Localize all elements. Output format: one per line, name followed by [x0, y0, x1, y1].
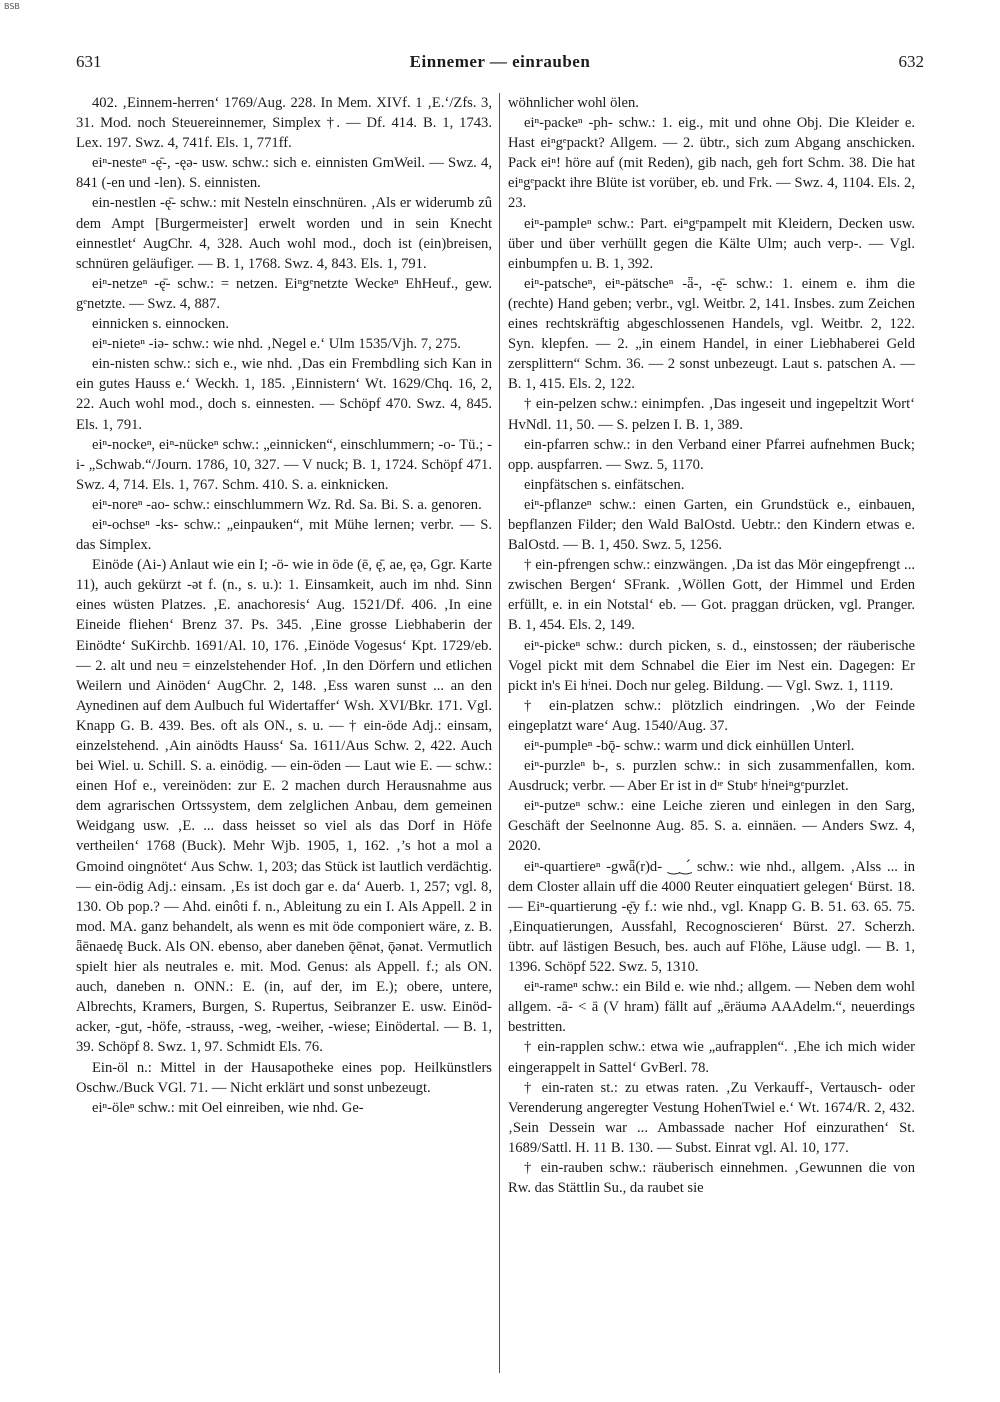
dictionary-entry: eiⁿ-öleⁿ schw.: mit Oel einreiben, wie nhd. Ge- [92, 1099, 364, 1116]
dictionary-entry: † ein-rauben schw.: räuberisch einnehmen. ‚Gewunnen die von Rw. das Stättlin Su., da raubet sie [508, 1159, 915, 1197]
dictionary-entry: eiⁿ-rameⁿ schw.: ein Bild e. wie nhd.; allgem. — Neben dem wohl allgem. -ā- < ā (V hram) fällt auf „ēräumə AAAdelm.“, neuerdings bestritten. [508, 979, 915, 1036]
dictionary-entry: ein-nisten schw.: sich e., wie nhd. ‚Das ein Frembdling sich Kan in ein gutes Hauss e.‘ Weckh. 1, 185. ‚Einnistern‘ Wt. 1629/Chq. 16, 2, 22. Auch wohl mod., doch s. einnesten. — Schöpf 470. Swz. 4, 845. Els. 1, 791. [76, 356, 492, 433]
dictionary-entry: † ein-pfrengen schw.: einzwängen. ‚Da ist das Mör eingepfrengt ... zwischen Bergen‘ SFrank. ‚Wöllen Gott, der Himmel und Erden erfüllt, e. in ein Notstal‘ eb. — Got. praggan drücken, vgl. Pranger. B. 1, 454. Els. 2, 149. [508, 557, 915, 634]
dictionary-entry: 402. ‚Einnem-herren‘ 1769/Aug. 228. In Mem. XIVf. 1 ‚E.‘/Zfs. 3, 31. Mod. noch Steuereinnemer, Simplex †. — Df. 414. B. 1, 1743. Lex. 197. Swz. 4, 741f. Els. 1, 771ff. [76, 95, 492, 152]
page-number-right: 632 [898, 52, 924, 71]
dictionary-entry: einpfätschen s. einfätschen. [524, 476, 685, 493]
dictionary-entry: eiⁿ-pickeⁿ schw.: durch picken, s. d., einstossen; der räuberische Vogel pickt mit dem Schnabel die Eier im Nest ein. Dagegen: Er pickt in's Ei hⁱnei. Doch nur geleg. Bildung. — Vgl. Swz. 1, 1119. [508, 637, 915, 694]
dictionary-entry: eiⁿ-pumpleⁿ -bǭ- schw.: warm und dick einhüllen Unterl. [524, 738, 855, 754]
dictionary-entry: eiⁿ-nieteⁿ -iə- schw.: wie nhd. ‚Negel e.‘ Ulm 1535/Vjh. 7, 275. [92, 336, 461, 353]
dictionary-entry: eiⁿ-pflanzeⁿ schw.: einen Garten, ein Grundstück e., einbauen, bepflanzen Filder; den Wald BalOstd. Uebtr.: den Kindern etwas e. BalOstd. — B. 1, 450. Swz. 5, 1256. [508, 496, 915, 554]
dictionary-entry: eiⁿ-quartiereⁿ -gwǟ(r)d- ‿‿́ schw.: wie nhd., allgem. ‚Alss ... in dem Closter allain uff die 4000 Reuter einquatiert gelegen‘ Bürst. 18. — Eiⁿ-quartierung -ę̄y f.: wie nhd., vgl. Knapp G. B. 51. 63. 65. 75. ‚Einquatierungen, Aussfahl, Recognoscieren‘ Bürst. 27. Scherzh. übtr. auf lästigen Besuch, bes. auch auf Flöhe, Läuse udgl. — B. 1, 1396. Schöpf 522. Swz. 5, 1310. [508, 858, 915, 976]
page-number-left: 631 [76, 52, 102, 71]
dictionary-entry: eiⁿ-ochseⁿ -ks- schw.: „einpauken“, mit Mühe lernen; verbr. — S. das Simplex. [76, 516, 492, 554]
dictionary-entry: eiⁿ-netzeⁿ -ę̄- schw.: = netzen. Eiⁿgᵉnetzte Weckeⁿ EhHeuf., gew. gᵉnetzte. — Swz. 4, 887. [76, 275, 492, 312]
dictionary-entry: eiⁿ-pampleⁿ schw.: Part. eiⁿgᵉpampelt mit Kleidern, Decken usw. über und über verhüllt gegen die Kälte Ulm; auch verp-. — Vgl. einbumpfen u. B. 1, 392. [508, 215, 915, 272]
dictionary-entry: eiⁿ-nockeⁿ, eiⁿ-nückeⁿ schw.: „einnicken“, einschlummern; -o- Tü.; -i- „Schwab.“/Journ. 1786, 10, 327. — V nuck; B. 1, 1724. Schöpf 471. Swz. 4, 714. Els. 1, 767. Schm. 410. S. a. einknicken. [76, 436, 492, 493]
dictionary-entry: † ein-pelzen schw.: einimpfen. ‚Das ingeseit und ingepeltzit Wort‘ HvNdl. 11, 50. — S. pelzen I. B. 1, 389. [508, 396, 915, 433]
dictionary-entry: eiⁿ-nesteⁿ -ę̄-, -ęə- usw. schw.: sich e. einnisten GmWeil. — Swz. 4, 841 (-en und -len). S. einnisten. [76, 155, 492, 192]
running-title: Einnemer — einrauben [409, 52, 591, 71]
dictionary-entry: Einöde (Ai-) Anlaut wie ein I; -ö- wie in öde (ē, ę̄, ae, ęə, Ggr. Karte 11), auch gekürzt -ət f. (n., s. u.): 1. Einsamkeit, auch im nhd. Sinn eines wüsten Platzes. ‚E. anachoresis‘ Aug. 1521/Df. 406. ‚In eine Eineide fliehen‘ Brenz 37. Ps. 345. ‚Eine grosse Liebhaberin der Einödte‘ SuKirchb. 1691/Al. 10, 176. ‚Einöde Vogesus‘ Kpt. 1729/eb. — 2. alt und neu = einzelstehender Hof. ‚In den Dörfern und etlichen Weilern und Ainöden‘ AugChr. 2, 148. ‚Ess waren sunst ... an den Aynedinen auf dem Aulbuch ful Widertaffer‘ Wsh. XVI/Bkr. 171. Vgl. Knapp G. B. 439. Bes. oft als ON., s. u. — † ein-öde Adj.: einsam, einzelstehend. ‚Ain ainödts Hauss‘ Sa. 1611/Aus Schw. 2, 422. Auch bei Wiel. u. Schill. S. a. einödig. — ein-öden — Laut wie E. — schw.: einen Hof e., vereinöden: zur E. 2 machen durch Herausnahme aus dem agrarischen Ortssystem, dem zelglichen Anbau, dem gemeinen Weidgang usw. ‚E. ... dass heisset so viel als das Dorf in Höfe vertheilen‘ 1768 (Buck). Mehr Wjb. 1905, 1, 162. ‚’s hot a mol a Gmoind oingnötet‘ Aus Schw. 1, 203; das Stück ist lautlich verdächtig. — ein-ödig Adj.: einsam. ‚Es ist doch gar e. da‘ Auerb. 1, 257; vgl. 8, 130. Ob pop.? — Ahd. einôti f. n., Ableitung zu ein I. Als Appell. 2 in mod. MA. ganz behandelt, als wenn es mit öde componiert wäre, z. B. ǟēnaedę Buck. Als ON. ebenso, aber daneben ǭēnət, ǭənət. Vermutlich spielt hier als neutrales e. mit. Mod. Genus: als Appell. f.; als ON. auch, daneben n. ONN.: E. (in, auf der, im E.); obere, untere, Albrechts, Kramers, Burgen, S. Rupertus, Seibranzer E. usw. Einöd-acker, -gut, -höfe, -strauss, -weg, -weiher, -wiese; Einödertal. — B. 1, 39. Schöpf 8. Swz. 1, 97. Schmidt Els. 76. [76, 557, 492, 1056]
left-column [76, 93, 492, 1383]
dictionary-entry: wöhnlicher wohl ölen. [508, 95, 639, 111]
dictionary-entry: ein-nestlen -ę̄- schw.: mit Nesteln einschnüren. ‚Als er widerumb zû dem Ampt [Burgermeister] erwelt worden und in sein Knecht einnestlet‘ AugChr. 4, 328. Auch wohl mod., doch ist (ein)breisen, schnüren geläufiger. — B. 1, 1768. Swz. 4, 843. Els. 1, 791. [76, 195, 492, 272]
dictionary-entry: ein-pfarren schw.: in den Verband einer Pfarrei aufnehmen Buck; opp. auspfarren. — Swz. 5, 1170. [508, 436, 915, 473]
dictionary-entry: eiⁿ-purzleⁿ b-, s. purzlen schw.: in sich zusammenfallen, kom. Ausdruck; verbr. — Aber Er ist in dᶦᵉ Stubᵉ hⁱneiⁿgᵉpurzlet. [508, 758, 915, 795]
library-stamp: BSB [4, 2, 20, 11]
dictionary-entry: eiⁿ-packeⁿ -ph- schw.: 1. eig., mit und ohne Obj. Die Kleider e. Hast eiⁿgᵉpackt? Allgem. — 2. übtr., sich zum Abgang anschicken. Pack eiⁿ! höre auf (mit Reden), gib nach, geh fort Schm. 38. Die hat eiⁿgᵉpackt ihre Blüte ist vorüber, eb. und Frk. — Swz. 4, 1104. Els. 2, 23. [508, 115, 915, 212]
dictionary-entry: eiⁿ-noreⁿ -ao- schw.: einschlummern Wz. Rd. Sa. Bi. S. a. genoren. [92, 496, 482, 513]
dictionary-entry: † ein-rapplen schw.: etwa wie „aufrapplen“. ‚Ehe ich mich wider eingerappelt in Sattel‘ GvBerl. 78. [508, 1039, 915, 1076]
running-header [76, 52, 924, 76]
dictionary-entry: eiⁿ-putzeⁿ schw.: eine Leiche zieren und einlegen in den Sarg, Geschäft der Seelnonne Aug. 85. S. a. einnäen. — Anders Swz. 4, 2020. [508, 798, 915, 855]
dictionary-entry: Ein-öl n.: Mittel in der Hausapotheke eines pop. Heilkünstlers Oschw./Buck VGl. 71. — Nicht erklärt und sonst unbezeugt. [76, 1059, 492, 1096]
dictionary-entry: eiⁿ-patscheⁿ, eiⁿ-pätscheⁿ -ǟ-, -ę̄- schw.: 1. einem e. ihm die (rechte) Hand geben; verbr., vgl. Weitbr. 2, 141. Insbes. zum Zeichen eines rechtskräftig abgeschlossenen Handels, vgl. Weitbr. 2, 122. Syn. klepfen. — 2. „in einem Handel, in einer Liebhaberei Geld zersplittern“ Schm. 36. — 2 sonst unbezeugt. Laut s. patschen A. — B. 1, 415. Els. 2, 122. [508, 275, 915, 393]
column-divider [499, 93, 500, 1373]
dictionary-entry: † ein-raten st.: zu etwas raten. ‚Zu Verkauff-, Vertausch- oder Verenderung angeregter Vestung HohenTwiel e.‘ Wt. 1674/R. 2, 432. ‚Sein Dessein war ... Ambassade nacher Hof einzurathen‘ St. 1689/Sattl. H. 11 B. 130. — Subst. Einrat vgl. Al. 10, 177. [508, 1079, 915, 1156]
dictionary-entry: † ein-platzen schw.: plötzlich eindringen. ‚Wo der Feinde eingeplatzt ware‘ Aug. 1540/Aug. 37. [508, 697, 915, 734]
right-column [508, 93, 915, 1383]
dictionary-entry: einnicken s. einnocken. [92, 316, 229, 333]
